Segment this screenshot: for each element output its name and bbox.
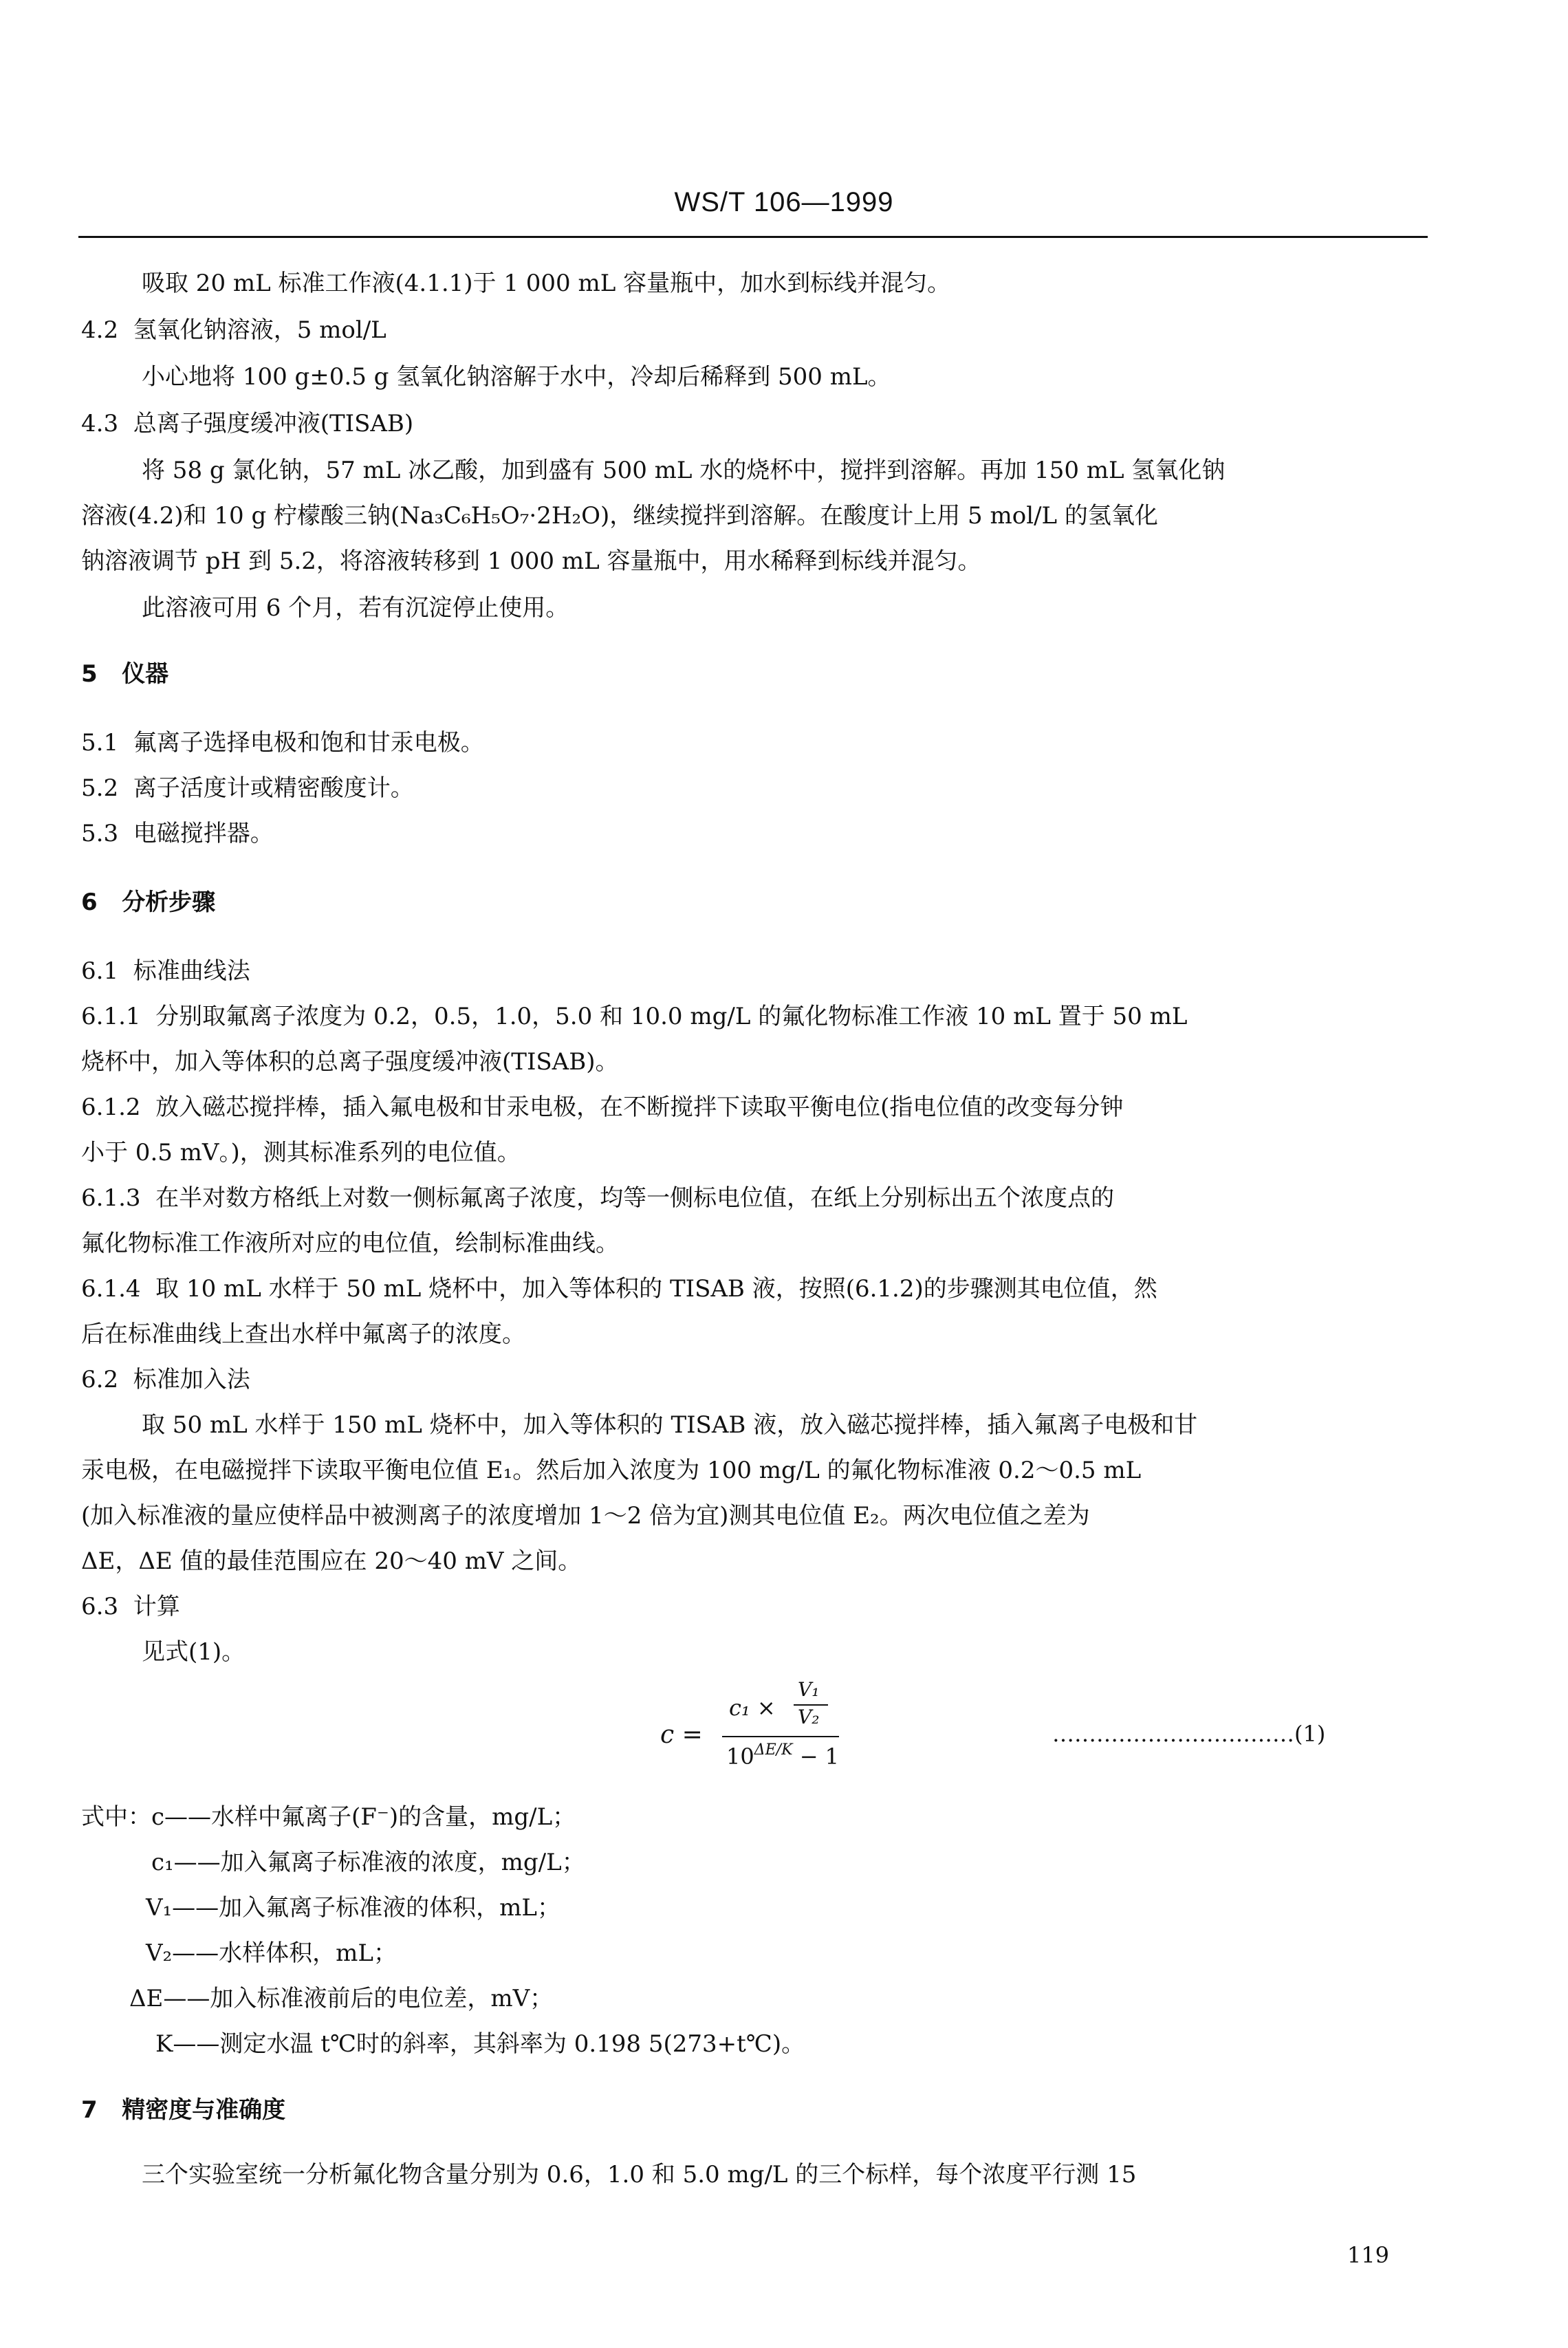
para-s62-a: 取 50 mL 水样于 150 mL 烧杯中，加入等体积的 TISAB 液，放入磁芯搅拌棒，插入氟离子电极和甘 [142, 1411, 1198, 1439]
section-6 [81, 887, 1430, 917]
section-5-2 [81, 773, 1430, 803]
section-text: 分别取氟离子浓度为 0.2，0.5，1.0，5.0 和 10.0 mg/L 的氟化物标准工作液 10 mL 置于 50 mL [155, 1003, 1188, 1030]
section-title: 氢氧化钠溶液，5 mol/L [133, 316, 386, 344]
header-rule [78, 236, 1428, 238]
formula-num-v2: V₂ [798, 1706, 820, 1728]
para-s7-a: 三个实验室统一分析氟化物含量分别为 0.6，1.0 和 5.0 mg/L 的三个标样，每个浓度平行测 15 [142, 2161, 1137, 2188]
section-number: 6.1.3 [81, 1184, 141, 1212]
legend-c: c——水样中氟离子(F⁻)的含量，mg/L； [151, 1803, 576, 1831]
section-number: 6.1.1 [81, 1003, 141, 1030]
para-s614-b: 后在标准曲线上查出水样中氟离子的浓度。 [81, 1320, 525, 1348]
legend-k: K——测定水温 t℃时的斜率，其斜率为 0.198 5(273+t℃)。 [155, 2030, 805, 2058]
section-number: 5.2 [81, 774, 119, 802]
para-s62-c: (加入标准液的量应使样品中被测离子的浓度增加 1～2 倍为宜)测其电位值 E₂。两次电位值之差为 [81, 1502, 1090, 1530]
section-title: 标准加入法 [133, 1366, 250, 1393]
section-number: 7 [81, 2096, 98, 2124]
section-6-1-3 [81, 1183, 1430, 1213]
section-number: 4.2 [81, 316, 119, 344]
formula-1 [660, 1678, 908, 1795]
legend-intro-and-c [81, 1802, 576, 1832]
section-text: 氟离子选择电极和饱和甘汞电极。 [133, 729, 484, 757]
para-s612-b: 小于 0.5 mV。)，测其标准系列的电位值。 [81, 1139, 521, 1166]
section-number: 6.2 [81, 1366, 119, 1393]
den-exp: ΔE/K [754, 1741, 793, 1759]
equation-number: ……………………………(1) [1052, 1721, 1326, 1747]
section-title: 总离子强度缓冲液(TISAB) [133, 410, 414, 437]
para-l3b: 溶液(4.2)和 10 g 柠檬酸三钠(Na₃C₆H₅O₇·2H₂O)，继续搅拌到溶解。在酸度计上用 5 mol/L 的氢氧化 [81, 502, 1158, 530]
section-number: 4.3 [81, 410, 119, 437]
para-l3a: 将 58 g 氯化钠，57 mL 冰乙酸，加到盛有 500 mL 水的烧杯中，搅拌到溶解。再加 150 mL 氢氧化钠 [142, 457, 1226, 484]
section-number: 6.1.4 [81, 1275, 141, 1303]
section-number: 5.1 [81, 729, 119, 757]
para-l2: 小心地将 100 g±0.5 g 氢氧化钠溶解于水中，冷却后稀释到 500 mL。 [142, 363, 891, 391]
section-6-1-4 [81, 1274, 1430, 1304]
section-title: 仪器 [122, 660, 169, 688]
legend-delta-e: ΔE——加入标准液前后的电位差，mV； [129, 1985, 554, 2012]
para-s613-b: 氟化物标准工作液所对应的电位值，绘制标准曲线。 [81, 1230, 619, 1257]
formula-denominator [726, 1741, 839, 1770]
section-title: 精密度与准确度 [122, 2096, 286, 2124]
formula-num-v1: V₁ [798, 1678, 820, 1701]
section-text: 放入磁芯搅拌棒，插入氟电极和甘汞电极，在不断搅拌下读取平衡电位(指电位值的改变每分钟 [155, 1094, 1124, 1121]
section-number: 6.1 [81, 957, 119, 985]
section-text: 取 10 mL 水样于 50 mL 烧杯中，加入等体积的 TISAB 液，按照(6.1.2)的步骤测其电位值，然 [155, 1275, 1157, 1303]
page-number: 119 [1347, 2242, 1389, 2268]
section-number: 5 [81, 660, 98, 688]
legend-intro: 式中： [81, 1803, 151, 1831]
legend-c1: c₁——加入氟离子标准液的浓度，mg/L； [151, 1849, 585, 1876]
section-text: 电磁搅拌器。 [133, 820, 274, 847]
para-s63-a: 见式(1)。 [142, 1638, 246, 1666]
para-l1: 吸取 20 mL 标准工作液(4.1.1)于 1 000 mL 容量瓶中，加水到标线并混匀。 [142, 270, 951, 297]
section-6-1 [81, 956, 1430, 986]
para-l3c: 钠溶液调节 pH 到 5.2，将溶液转移到 1 000 mL 容量瓶中，用水稀释到标线并混匀。 [81, 547, 981, 575]
den-tail: − 1 [799, 1743, 840, 1770]
section-6-2 [81, 1365, 1430, 1395]
section-number: 6.3 [81, 1593, 119, 1620]
section-6-1-1 [81, 1001, 1430, 1032]
section-title: 标准曲线法 [133, 957, 250, 985]
section-5-3 [81, 818, 1430, 849]
section-4-3 [81, 409, 1430, 439]
den-base: 10 [726, 1743, 754, 1770]
main-fraction-bar [722, 1736, 839, 1737]
section-title: 计算 [133, 1593, 180, 1620]
section-5-1 [81, 728, 1430, 758]
section-5 [81, 659, 1430, 689]
section-6-3 [81, 1591, 1430, 1622]
section-number: 6.1.2 [81, 1094, 141, 1121]
formula-num-c1: c₁ × [729, 1695, 776, 1721]
section-text: 在半对数方格纸上对数一侧标氟离子浓度，均等一侧标电位值，在纸上分别标出五个浓度点的 [155, 1184, 1115, 1212]
para-l4: 此溶液可用 6 个月，若有沉淀停止使用。 [142, 594, 569, 622]
section-7 [81, 2095, 1430, 2125]
para-s62-d: ΔE，ΔE 值的最佳范围应在 20～40 mV 之间。 [81, 1547, 582, 1575]
formula-lhs: c = [660, 1721, 703, 1749]
para-s62-b: 汞电极，在电磁搅拌下读取平衡电位值 E₁。然后加入浓度为 100 mg/L 的氟化物标准液 0.2～0.5 mL [81, 1457, 1142, 1484]
header-title: WS/T 106—1999 [674, 187, 894, 217]
section-number: 5.3 [81, 820, 119, 847]
legend-v1: V₁——加入氟离子标准液的体积，mL； [146, 1894, 561, 1922]
legend-v2: V₂——水样体积，mL； [146, 1939, 398, 1967]
section-title: 分析步骤 [122, 889, 216, 916]
para-s611-b: 烧杯中，加入等体积的总离子强度缓冲液(TISAB)。 [81, 1048, 619, 1076]
section-number: 6 [81, 889, 98, 916]
section-6-1-2 [81, 1092, 1430, 1122]
section-4-2 [81, 315, 1430, 345]
section-text: 离子活度计或精密酸度计。 [133, 774, 414, 802]
